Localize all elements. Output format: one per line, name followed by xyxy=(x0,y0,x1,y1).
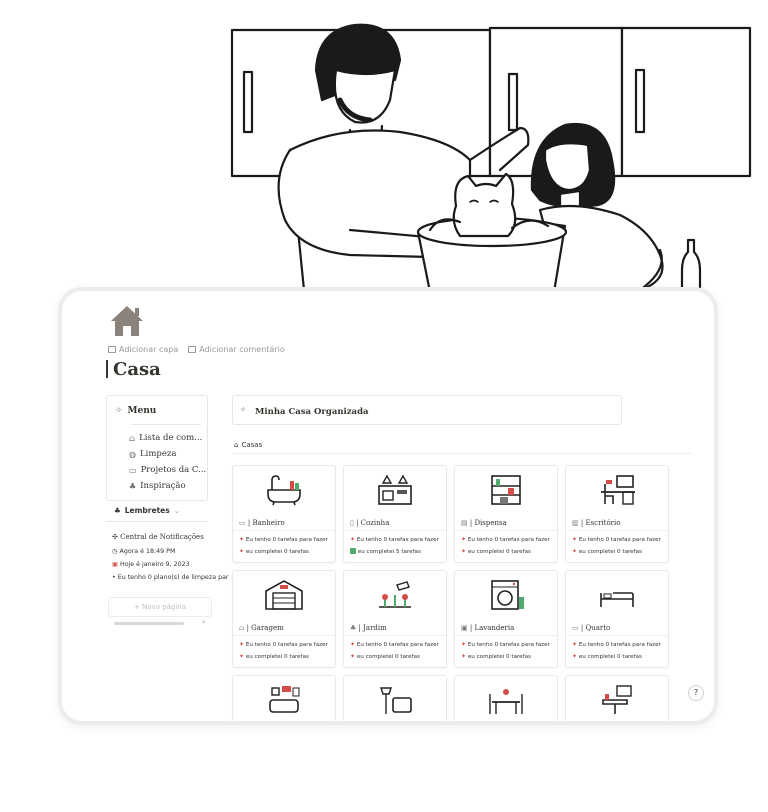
sparkle-icon: ✧ xyxy=(239,405,246,414)
lamp-chair-icon xyxy=(375,682,415,716)
completed-count: ✦ eu completei 0 tarefas xyxy=(572,548,642,555)
sidebar-item-projetos[interactable]: ▭ Projetos da C... xyxy=(129,465,207,475)
sidebar-item-limpeza[interactable]: ◍ Limpeza xyxy=(129,449,177,459)
globe-icon: ◍ xyxy=(129,449,136,459)
pin-icon: ✦ xyxy=(461,536,467,543)
todo-count: ✦ Eu tenho 0 tarefas para fazer xyxy=(572,536,661,543)
room-small-icon: ▥ xyxy=(572,519,579,527)
kitchen-icon xyxy=(375,472,415,506)
checkbox-icon xyxy=(350,548,356,554)
room-card-title: ▭ | Quarto xyxy=(572,624,611,632)
bathtub-icon xyxy=(264,472,304,506)
bed-icon xyxy=(597,577,637,611)
image-icon xyxy=(108,346,116,353)
todo-count: ✦ Eu tenho 0 tarefas para fazer xyxy=(239,641,328,648)
todo-count: ✦ Eu tenho 0 tarefas para fazer xyxy=(239,536,328,543)
room-card[interactable] xyxy=(454,465,558,563)
sofa-icon: ▭ xyxy=(129,465,137,475)
pin-icon: ✦ xyxy=(461,653,467,660)
room-card-title: ▤ | Dispensa xyxy=(461,519,507,527)
completed-count: eu completei 5 tarefas xyxy=(350,548,421,555)
pin-icon: ✦ xyxy=(239,653,245,660)
menu-header: ✧ Menu xyxy=(115,406,157,416)
calendar-icon: ▣ xyxy=(112,561,118,568)
todo-count: ✦ Eu tenho 0 tarefas para fazer xyxy=(461,641,550,648)
completed-count: ✦ eu completei 0 tarefas xyxy=(461,548,531,555)
sidebar-item-inspiracao[interactable]: ♣ Inspiração xyxy=(129,481,186,491)
notification-center: ✣ Central de Notificações ◷ Agora é 18:49 PM ▣ Hoje é janeiro 9, 2023 • Eu tenho 0 plano(s) de limpeza par xyxy=(112,533,229,581)
completed-count: ✦ eu completei 0 tarefas xyxy=(572,653,642,660)
notion-page xyxy=(62,291,714,721)
room-card-title: ▥ | Escritório xyxy=(572,519,621,527)
bell-icon: ♣ xyxy=(114,506,121,515)
house-icon xyxy=(110,305,144,337)
room-card-title: ♣ | Jardim xyxy=(350,624,387,632)
room-small-icon: ♣ xyxy=(350,624,357,632)
pantry-icon xyxy=(486,472,526,506)
gear-icon: ✣ xyxy=(112,533,118,541)
garage-icon xyxy=(264,577,304,611)
new-page-button[interactable]: + Nova página xyxy=(108,597,212,617)
comment-icon xyxy=(188,346,196,353)
pin-icon: • xyxy=(112,574,116,581)
pin-icon: ✦ xyxy=(461,548,467,555)
garden-icon xyxy=(375,577,415,611)
completed-count: ✦ eu completei 0 tarefas xyxy=(350,653,420,660)
cover-actions xyxy=(108,345,285,354)
pin-icon: ✦ xyxy=(572,548,578,555)
house-icon: ⌂ xyxy=(234,441,239,449)
room-card[interactable] xyxy=(343,675,447,725)
room-card[interactable] xyxy=(343,465,447,563)
pin-icon: ✦ xyxy=(572,653,578,660)
pin-icon: ✦ xyxy=(350,653,356,660)
room-card[interactable] xyxy=(565,570,669,668)
sidebar-item-lista-de-compras[interactable]: ⌂ Lista de com... xyxy=(129,433,203,443)
clock-icon: ◷ xyxy=(112,548,118,555)
page-title: Casa xyxy=(106,359,161,380)
pin-icon: ✦ xyxy=(239,548,245,555)
room-small-icon: ⌂ xyxy=(239,624,245,632)
lembretes-toggle[interactable]: ♣ Lembretes ⌄ xyxy=(114,506,181,515)
pin-icon: ✦ xyxy=(572,641,578,648)
menu-box xyxy=(106,395,208,501)
room-card[interactable] xyxy=(454,570,558,668)
room-card[interactable] xyxy=(232,465,336,563)
completed-count: ✦ eu completei 0 tarefas xyxy=(239,548,309,555)
tablet-frame xyxy=(58,287,718,725)
room-card[interactable] xyxy=(454,675,558,725)
help-button[interactable]: ? xyxy=(688,685,704,701)
room-card[interactable] xyxy=(232,675,336,725)
room-card-title: ▯ | Cozinha xyxy=(350,519,390,527)
banner-callout: ✧ Minha Casa Organizada xyxy=(232,395,622,425)
room-card-title: ▣ | Lavanderia xyxy=(461,624,515,632)
plant-icon: ♣ xyxy=(129,481,137,491)
room-card[interactable] xyxy=(343,570,447,668)
completed-count: ✦ eu completei 0 tarefas xyxy=(239,653,309,660)
breadcrumb[interactable]: ⌂ Casas xyxy=(234,441,263,449)
chevron-down-icon: ⌄ xyxy=(173,506,181,515)
room-card[interactable] xyxy=(232,570,336,668)
room-card[interactable] xyxy=(565,675,669,725)
bathroom-sink-icon xyxy=(597,682,637,716)
basket-icon: ⌂ xyxy=(129,433,136,443)
todo-count: ✦ Eu tenho 0 tarefas para fazer xyxy=(350,536,439,543)
pin-icon: ✦ xyxy=(239,641,245,648)
washer-icon xyxy=(486,577,526,611)
room-small-icon: ▭ xyxy=(239,519,246,527)
sparkle-icon: ✧ xyxy=(115,406,123,416)
room-card[interactable] xyxy=(565,465,669,563)
add-comment-button[interactable]: Adicionar comentário xyxy=(188,345,284,354)
room-small-icon: ▯ xyxy=(350,519,354,527)
pin-icon: ✦ xyxy=(350,641,356,648)
todo-count: ✦ Eu tenho 0 tarefas para fazer xyxy=(350,641,439,648)
horizontal-scrollbar[interactable] xyxy=(114,622,184,625)
office-icon xyxy=(597,472,637,506)
room-small-icon: ▣ xyxy=(461,624,468,632)
todo-count: ✦ Eu tenho 0 tarefas para fazer xyxy=(461,536,550,543)
todo-count: ✦ Eu tenho 0 tarefas para fazer xyxy=(572,641,661,648)
room-card-title: ⌂ | Garagem xyxy=(239,624,284,632)
room-card-title: ▭ | Banheiro xyxy=(239,519,285,527)
living-room-icon xyxy=(264,682,304,716)
room-small-icon: ▤ xyxy=(461,519,468,527)
room-small-icon: ▭ xyxy=(572,624,579,632)
dining-icon xyxy=(486,682,526,716)
pin-icon: ✦ xyxy=(461,641,467,648)
pin-icon: ✦ xyxy=(239,536,245,543)
pin-icon: ✦ xyxy=(572,536,578,543)
completed-count: ✦ eu completei 0 tarefas xyxy=(461,653,531,660)
add-cover-button[interactable]: Adicionar capa xyxy=(108,345,178,354)
pin-icon: ✦ xyxy=(350,536,356,543)
chevron-right-icon[interactable]: › xyxy=(202,617,206,626)
